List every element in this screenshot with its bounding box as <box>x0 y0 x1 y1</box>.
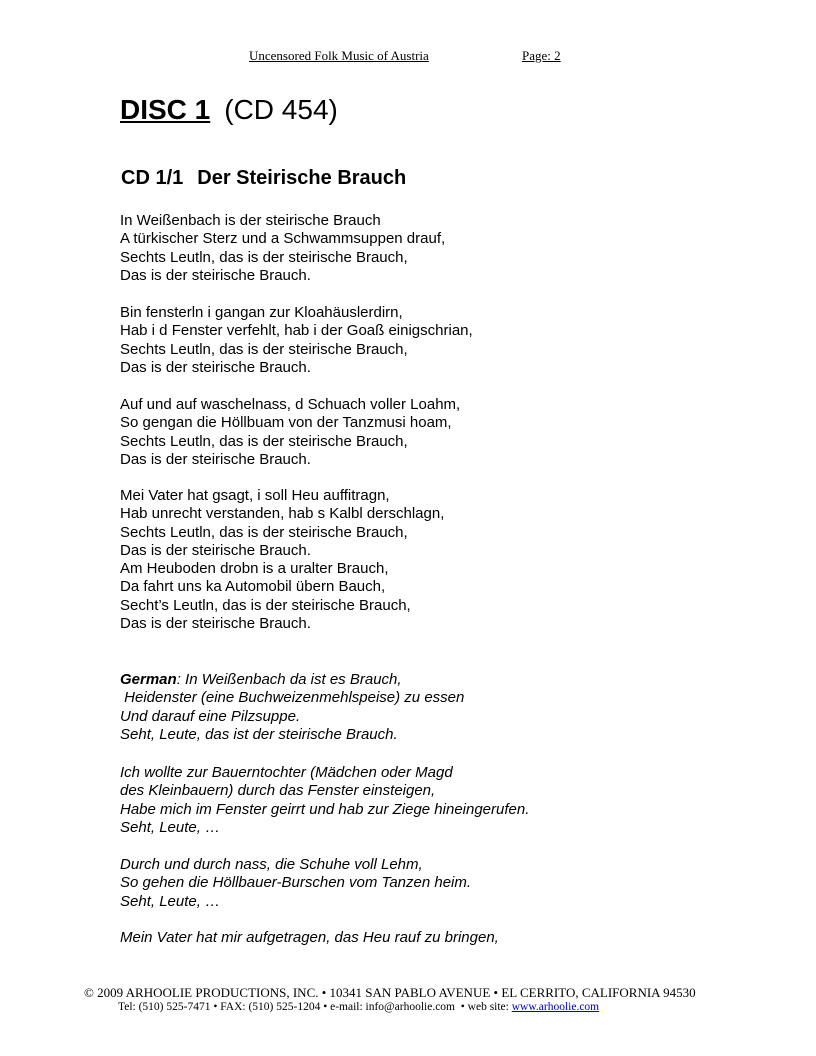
track-heading <box>121 167 406 190</box>
track-number: CD 1/1 <box>121 167 184 189</box>
disc-heading <box>120 94 338 126</box>
german-label: German <box>120 671 177 688</box>
lyric-line: Hab unrecht verstanden, hab s Kalbl derschlagn, <box>120 505 445 523</box>
lyric-line: Am Heuboden drobn is a uralter Brauch, <box>120 560 389 578</box>
lyric-line: Das is der steirische Brauch. <box>120 615 311 633</box>
german-line: Habe mich im Fenster geirrt und hab zur Ziege hineingerufen. <box>120 800 530 818</box>
lyric-line: Auf und auf waschelnass, d Schuach voller Loahm, <box>120 396 461 413</box>
lyric-line: In Weißenbach is der steirische Brauch <box>120 212 381 229</box>
german-line: Seht, Leute, … <box>120 818 221 836</box>
disc-catalog: (CD 454) <box>224 94 338 125</box>
page-header <box>0 48 816 66</box>
german-line: Heidenster (eine Buchweizenmehlspeise) zu essen <box>120 689 465 707</box>
lyric-line: Hab i d Fenster verfehlt, hab i der Goaß einigschrian, <box>120 322 473 340</box>
german-stanza-3 <box>120 856 471 911</box>
german-stanza-4 <box>120 929 499 947</box>
footer-contact-line <box>118 1001 599 1013</box>
footer-contact-text: Tel: (510) 525-7471 • FAX: (510) 525-1204 • e-mail: info@arhoolie.com • web site: <box>118 1001 512 1013</box>
german-line: Mein Vater hat mir aufgetragen, das Heu rauf zu bringen, <box>120 929 499 946</box>
lyric-line: Sechts Leutln, das is der steirische Brauch, <box>120 432 408 450</box>
german-stanza-1 <box>120 671 464 744</box>
track-title: Der Steirische Brauch <box>197 167 407 189</box>
lyric-line: Das is der steirische Brauch. <box>120 541 311 559</box>
german-line: des Kleinbauern) durch das Fenster einsteigen, <box>120 782 436 800</box>
german-line <box>120 671 464 689</box>
footer-address: © 2009 ARHOOLIE PRODUCTIONS, INC. • 10341 SAN PABLO AVENUE • EL CERRITO, CALIFORNIA 94530 <box>84 985 696 1000</box>
lyric-line: Secht’s Leutln, das is der steirische Brauch, <box>120 596 411 614</box>
lyric-line: So gengan die Höllbuam von der Tanzmusi hoam, <box>120 414 452 432</box>
lyric-line: Bin fensterln i gangan zur Kloahäuslerdirn, <box>120 304 403 321</box>
german-stanza-2 <box>120 764 529 837</box>
german-line: Seht, Leute, das ist der steirische Brauch. <box>120 725 398 743</box>
lyrics-stanza-2 <box>120 304 473 377</box>
page-number: Page: 2 <box>522 48 561 63</box>
lyrics-stanza-4 <box>120 487 444 633</box>
lyric-line: Mei Vater hat gsagt, i soll Heu auffitragn, <box>120 487 390 504</box>
lyric-line: Das is der steirische Brauch. <box>120 266 311 284</box>
lyric-line: Das is der steirische Brauch. <box>120 358 311 376</box>
lyric-line: Das is der steirische Brauch. <box>120 450 311 468</box>
lyric-line: Da fahrt uns ka Automobil übern Bauch, <box>120 578 386 596</box>
german-line: Durch und durch nass, die Schuhe voll Lehm, <box>120 856 423 873</box>
german-line-text: : In Weißenbach da ist es Brauch, <box>176 671 402 688</box>
german-line: So gehen die Höllbauer-Burschen vom Tanzen heim. <box>120 874 472 892</box>
lyric-line: Sechts Leutln, das is der steirische Brauch, <box>120 523 408 541</box>
disc-number: DISC 1 <box>120 94 211 125</box>
german-line: Und darauf eine Pilzsuppe. <box>120 707 301 725</box>
document-title: Uncensored Folk Music of Austria <box>249 48 429 63</box>
german-line: Ich wollte zur Bauerntochter (Mädchen oder Magd <box>120 764 453 781</box>
lyric-line: Sechts Leutln, das is der steirische Brauch, <box>120 340 408 358</box>
lyric-line: A türkischer Sterz und a Schwammsuppen drauf, <box>120 230 446 248</box>
lyric-line: Sechts Leutln, das is der steirische Brauch, <box>120 248 408 266</box>
lyrics-stanza-3 <box>120 396 460 469</box>
german-line: Seht, Leute, … <box>120 892 221 910</box>
lyrics-stanza-1 <box>120 212 445 285</box>
website-link[interactable]: www.arhoolie.com <box>511 1001 600 1013</box>
